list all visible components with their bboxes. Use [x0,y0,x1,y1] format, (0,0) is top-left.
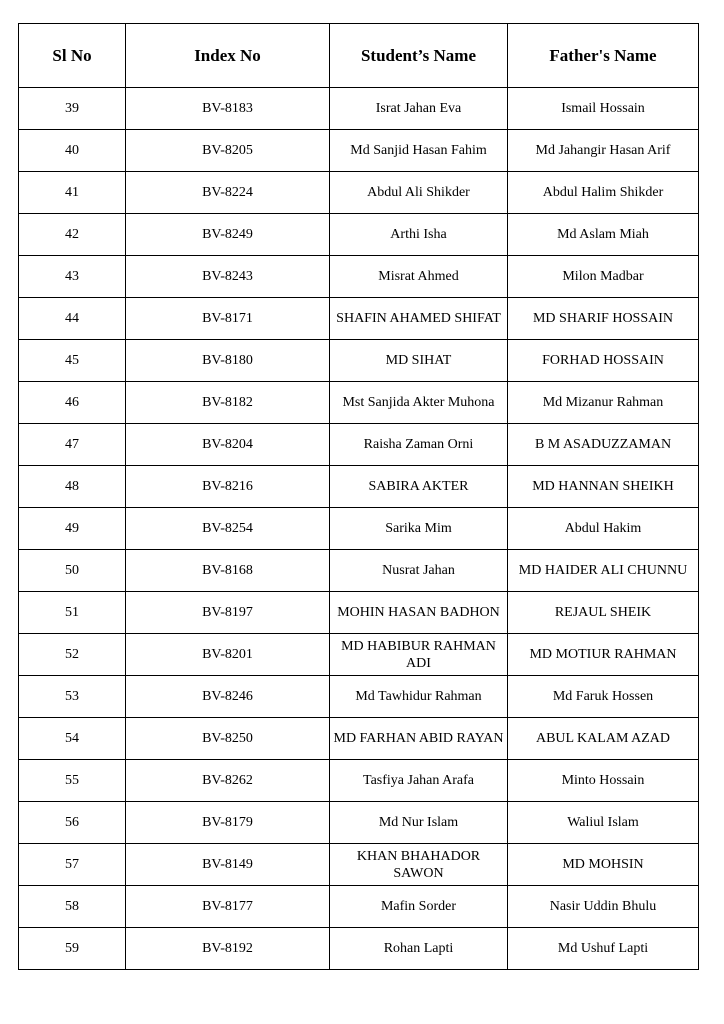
father-name-cell: MD MOTIUR RAHMAN [508,634,699,676]
father-name-cell: Md Jahangir Hasan Arif [508,130,699,172]
index-no-cell: BV-8149 [126,844,330,886]
index-no-cell: BV-8254 [126,508,330,550]
sl-no-cell: 55 [19,760,126,802]
index-no-cell: BV-8262 [126,760,330,802]
table-row [19,88,699,130]
father-name-cell: MD MOHSIN [508,844,699,886]
father-name-cell: ABUL KALAM AZAD [508,718,699,760]
index-no-cell: BV-8249 [126,214,330,256]
index-no-cell: BV-8205 [126,130,330,172]
student-name-cell: Abdul Ali Shikder [330,172,508,214]
father-name-cell: FORHAD HOSSAIN [508,340,699,382]
table-row [19,256,699,298]
table-row [19,844,699,886]
sl-no-cell: 44 [19,298,126,340]
student-name-cell: SABIRA AKTER [330,466,508,508]
table-row [19,508,699,550]
table-row [19,718,699,760]
student-name-cell: Israt Jahan Eva [330,88,508,130]
header-student-name: Student’s Name [330,24,508,88]
index-no-cell: BV-8180 [126,340,330,382]
header-row [19,24,699,88]
sl-no-cell: 41 [19,172,126,214]
sl-no-cell: 47 [19,424,126,466]
father-name-cell: MD SHARIF HOSSAIN [508,298,699,340]
sl-no-cell: 52 [19,634,126,676]
sl-no-cell: 46 [19,382,126,424]
student-name-cell: MD SIHAT [330,340,508,382]
table-row [19,382,699,424]
sl-no-cell: 53 [19,676,126,718]
table-row [19,928,699,970]
table-row [19,130,699,172]
father-name-cell: Abdul Halim Shikder [508,172,699,214]
table-row [19,340,699,382]
father-name-cell: Nasir Uddin Bhulu [508,886,699,928]
father-name-cell: REJAUL SHEIK [508,592,699,634]
table-row [19,298,699,340]
student-name-cell: Rohan Lapti [330,928,508,970]
father-name-cell: Milon Madbar [508,256,699,298]
header-index-no: Index No [126,24,330,88]
sl-no-cell: 39 [19,88,126,130]
student-name-cell: MD HABIBUR RAHMAN ADI [330,634,508,676]
index-no-cell: BV-8182 [126,382,330,424]
student-name-cell: Md Nur Islam [330,802,508,844]
sl-no-cell: 42 [19,214,126,256]
index-no-cell: BV-8168 [126,550,330,592]
father-name-cell: Md Faruk Hossen [508,676,699,718]
sl-no-cell: 51 [19,592,126,634]
father-name-cell: Md Aslam Miah [508,214,699,256]
sl-no-cell: 43 [19,256,126,298]
student-name-cell: Nusrat Jahan [330,550,508,592]
table-row [19,886,699,928]
sl-no-cell: 49 [19,508,126,550]
student-name-cell: MOHIN HASAN BADHON [330,592,508,634]
student-name-cell: Mst Sanjida Akter Muhona [330,382,508,424]
sl-no-cell: 48 [19,466,126,508]
index-no-cell: BV-8246 [126,676,330,718]
table-row [19,802,699,844]
student-name-cell: Arthi Isha [330,214,508,256]
header-father-name: Father's Name [508,24,699,88]
sl-no-cell: 59 [19,928,126,970]
sl-no-cell: 54 [19,718,126,760]
table-row [19,172,699,214]
index-no-cell: BV-8224 [126,172,330,214]
father-name-cell: MD HANNAN SHEIKH [508,466,699,508]
father-name-cell: Waliul Islam [508,802,699,844]
index-no-cell: BV-8197 [126,592,330,634]
sl-no-cell: 40 [19,130,126,172]
father-name-cell: MD HAIDER ALI CHUNNU [508,550,699,592]
table-row [19,466,699,508]
student-name-cell: Raisha Zaman Orni [330,424,508,466]
sl-no-cell: 45 [19,340,126,382]
father-name-cell: Abdul Hakim [508,508,699,550]
table-row [19,214,699,256]
index-no-cell: BV-8192 [126,928,330,970]
sl-no-cell: 57 [19,844,126,886]
father-name-cell: Minto Hossain [508,760,699,802]
father-name-cell: Md Ushuf Lapti [508,928,699,970]
index-no-cell: BV-8177 [126,886,330,928]
table-row [19,550,699,592]
student-name-cell: Md Sanjid Hasan Fahim [330,130,508,172]
student-name-cell: Misrat Ahmed [330,256,508,298]
student-name-cell: Mafin Sorder [330,886,508,928]
table-row [19,592,699,634]
table-header [19,24,699,88]
table-row [19,760,699,802]
index-no-cell: BV-8179 [126,802,330,844]
student-name-cell: KHAN BHAHADOR SAWON [330,844,508,886]
index-no-cell: BV-8201 [126,634,330,676]
index-no-cell: BV-8243 [126,256,330,298]
student-name-cell: SHAFIN AHAMED SHIFAT [330,298,508,340]
table-row [19,634,699,676]
student-name-cell: Sarika Mim [330,508,508,550]
student-list-table [18,23,699,970]
sl-no-cell: 50 [19,550,126,592]
index-no-cell: BV-8216 [126,466,330,508]
index-no-cell: BV-8250 [126,718,330,760]
index-no-cell: BV-8171 [126,298,330,340]
father-name-cell: Ismail Hossain [508,88,699,130]
student-name-cell: Tasfiya Jahan Arafa [330,760,508,802]
father-name-cell: Md Mizanur Rahman [508,382,699,424]
header-sl-no: Sl No [19,24,126,88]
table-row [19,676,699,718]
sl-no-cell: 56 [19,802,126,844]
student-name-cell: Md Tawhidur Rahman [330,676,508,718]
table-body [19,88,699,970]
father-name-cell: B M ASADUZZAMAN [508,424,699,466]
index-no-cell: BV-8183 [126,88,330,130]
index-no-cell: BV-8204 [126,424,330,466]
sl-no-cell: 58 [19,886,126,928]
student-name-cell: MD FARHAN ABID RAYAN [330,718,508,760]
table-row [19,424,699,466]
